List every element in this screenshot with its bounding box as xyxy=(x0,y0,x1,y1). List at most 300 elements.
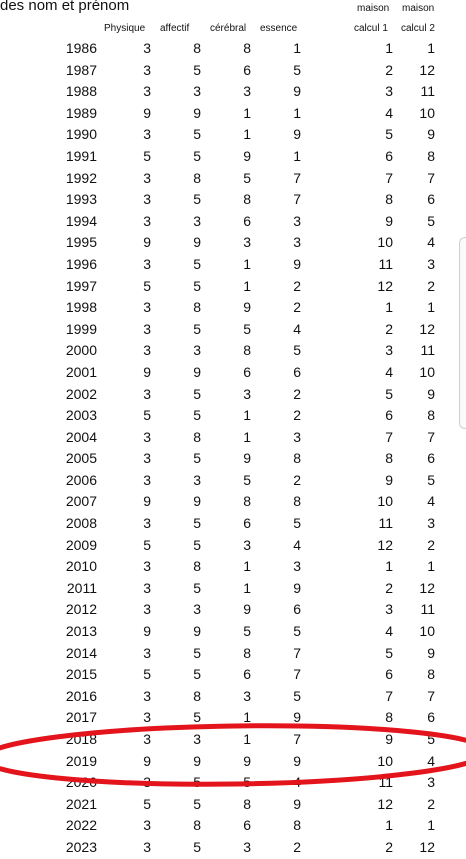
cell-maison-calcul-2: 6 xyxy=(427,450,435,467)
cell-maison-calcul-1: 11 xyxy=(378,515,393,532)
cell-essence: 7 xyxy=(293,644,301,661)
cell-year: 2019 xyxy=(65,752,97,769)
cell-year: 2016 xyxy=(65,687,97,704)
cell-maison-calcul-1: 10 xyxy=(377,752,393,769)
cell-affectif: 8 xyxy=(193,299,201,316)
cell-maison-calcul-1: 1 xyxy=(385,817,393,834)
cell-affectif: 3 xyxy=(193,471,201,488)
cell-year: 2003 xyxy=(65,407,97,424)
cell-essence: 3 xyxy=(293,234,301,251)
cell-cerebral: 9 xyxy=(243,147,251,164)
table-row xyxy=(0,405,466,427)
cell-maison-calcul-2: 2 xyxy=(427,536,435,553)
data-table xyxy=(0,38,466,859)
cell-cerebral: 8 xyxy=(243,644,251,661)
table-row xyxy=(0,556,466,578)
cell-physique: 3 xyxy=(143,299,151,316)
cell-year: 2001 xyxy=(65,363,97,380)
cell-physique: 3 xyxy=(143,169,151,186)
cell-maison-calcul-1: 7 xyxy=(385,687,393,704)
cell-cerebral: 1 xyxy=(243,428,251,445)
cell-essence: 7 xyxy=(293,666,301,683)
cell-year: 2005 xyxy=(65,450,97,467)
table-row xyxy=(0,276,466,298)
table-row xyxy=(0,837,466,859)
cell-year: 2015 xyxy=(65,666,97,683)
cell-essence: 5 xyxy=(293,687,301,704)
cell-affectif: 5 xyxy=(193,147,201,164)
cell-physique: 5 xyxy=(143,666,151,683)
cell-year: 1989 xyxy=(65,104,97,121)
table-row xyxy=(0,232,466,254)
cell-physique: 3 xyxy=(143,644,151,661)
cell-physique: 5 xyxy=(143,536,151,553)
cell-essence: 3 xyxy=(293,558,301,575)
cell-maison-calcul-1: 12 xyxy=(377,277,393,294)
cell-maison-calcul-2: 2 xyxy=(427,795,435,812)
cell-maison-calcul-2: 6 xyxy=(427,191,435,208)
cell-cerebral: 3 xyxy=(243,385,251,402)
cell-year: 2011 xyxy=(66,579,97,596)
cell-essence: 6 xyxy=(293,363,301,380)
cell-maison-calcul-2: 10 xyxy=(419,363,435,380)
cell-physique: 3 xyxy=(143,212,151,229)
cell-maison-calcul-2: 12 xyxy=(419,61,435,78)
cell-essence: 8 xyxy=(293,817,301,834)
cell-maison-calcul-2: 8 xyxy=(427,407,435,424)
table-row xyxy=(0,599,466,621)
cell-physique: 9 xyxy=(143,104,151,121)
header-essence: essence xyxy=(260,23,298,34)
cell-maison-calcul-1: 10 xyxy=(377,234,393,251)
cell-maison-calcul-2: 1 xyxy=(427,40,435,56)
header-physique: Physique xyxy=(104,23,146,34)
table-row xyxy=(0,146,466,168)
cell-year: 2004 xyxy=(65,428,97,445)
table-row xyxy=(0,189,466,211)
cell-maison-calcul-1: 6 xyxy=(385,666,393,683)
table-row xyxy=(0,168,466,190)
header-maison1-bottom: calcul 1 xyxy=(354,23,388,34)
cell-maison-calcul-1: 7 xyxy=(385,428,393,445)
cell-affectif: 5 xyxy=(193,795,201,812)
table-row xyxy=(0,815,466,837)
cell-affectif: 3 xyxy=(193,212,201,229)
cell-year: 1990 xyxy=(65,126,97,143)
cell-affectif: 8 xyxy=(193,687,201,704)
cell-year: 2018 xyxy=(65,731,97,747)
cell-essence: 2 xyxy=(293,299,301,316)
cell-affectif: 8 xyxy=(193,558,201,575)
cell-essence: 1 xyxy=(293,104,301,121)
cell-cerebral: 6 xyxy=(243,61,251,78)
cell-maison-calcul-1: 8 xyxy=(385,191,393,208)
cell-essence: 3 xyxy=(293,428,301,445)
cell-affectif: 9 xyxy=(193,104,201,121)
cell-affectif: 3 xyxy=(193,342,201,359)
table-row xyxy=(0,729,466,751)
cell-year: 1986 xyxy=(65,40,97,56)
cell-year: 1998 xyxy=(65,299,97,316)
cell-essence: 4 xyxy=(293,320,301,337)
cell-cerebral: 5 xyxy=(243,471,251,488)
table-row xyxy=(0,491,466,513)
table-row xyxy=(0,448,466,470)
cell-maison-calcul-1: 9 xyxy=(385,731,393,747)
cell-year: 1991 xyxy=(65,147,97,164)
cell-cerebral: 3 xyxy=(243,536,251,553)
cell-essence: 4 xyxy=(293,536,301,553)
table-row xyxy=(0,643,466,665)
cell-essence: 2 xyxy=(293,838,301,855)
cell-physique: 3 xyxy=(143,83,151,100)
cell-affectif: 5 xyxy=(193,191,201,208)
table-row xyxy=(0,621,466,643)
cell-maison-calcul-1: 5 xyxy=(385,126,393,143)
cell-affectif: 5 xyxy=(193,774,201,791)
table-row xyxy=(0,103,466,125)
table-row xyxy=(0,60,466,82)
table-row xyxy=(0,340,466,362)
cell-year: 2021 xyxy=(65,795,97,812)
cell-affectif: 3 xyxy=(193,83,201,100)
page-title: des nom et prénom xyxy=(0,0,130,14)
cell-maison-calcul-1: 2 xyxy=(385,838,393,855)
cell-affectif: 9 xyxy=(193,234,201,251)
cell-cerebral: 1 xyxy=(243,104,251,121)
cell-essence: 4 xyxy=(293,774,301,791)
cell-maison-calcul-1: 4 xyxy=(385,623,393,640)
cell-year: 1997 xyxy=(65,277,97,294)
cell-cerebral: 1 xyxy=(243,277,251,294)
cell-affectif: 5 xyxy=(193,126,201,143)
cell-affectif: 5 xyxy=(193,709,201,726)
cell-essence: 9 xyxy=(293,83,301,100)
table-row xyxy=(0,686,466,708)
cell-cerebral: 6 xyxy=(243,363,251,380)
cell-maison-calcul-1: 2 xyxy=(385,61,393,78)
table-row xyxy=(0,124,466,146)
cell-maison-calcul-2: 9 xyxy=(427,126,435,143)
cell-maison-calcul-2: 6 xyxy=(427,709,435,726)
cell-physique: 3 xyxy=(143,191,151,208)
cell-affectif: 5 xyxy=(193,515,201,532)
table-row xyxy=(0,427,466,449)
cell-maison-calcul-1: 6 xyxy=(385,407,393,424)
cell-physique: 3 xyxy=(143,428,151,445)
cell-affectif: 5 xyxy=(193,536,201,553)
cell-essence: 9 xyxy=(293,255,301,272)
cell-physique: 9 xyxy=(143,234,151,251)
cell-physique: 3 xyxy=(143,385,151,402)
cell-physique: 3 xyxy=(143,450,151,467)
cell-maison-calcul-1: 11 xyxy=(378,774,393,791)
cell-affectif: 5 xyxy=(193,666,201,683)
cell-affectif: 9 xyxy=(193,493,201,510)
cell-year: 2023 xyxy=(65,838,97,855)
cell-maison-calcul-1: 5 xyxy=(385,644,393,661)
cell-year: 1995 xyxy=(65,234,97,251)
header-affectif: affectif xyxy=(160,23,190,34)
cell-essence: 9 xyxy=(293,709,301,726)
scroll-handle[interactable] xyxy=(459,237,466,429)
cell-affectif: 8 xyxy=(193,428,201,445)
cell-cerebral: 6 xyxy=(243,515,251,532)
cell-maison-calcul-1: 9 xyxy=(385,212,393,229)
cell-year: 1992 xyxy=(65,169,97,186)
cell-physique: 9 xyxy=(143,493,151,510)
cell-maison-calcul-2: 11 xyxy=(420,83,435,100)
cell-cerebral: 3 xyxy=(243,687,251,704)
cell-physique: 3 xyxy=(143,471,151,488)
cell-essence: 7 xyxy=(293,169,301,186)
cell-cerebral: 1 xyxy=(243,709,251,726)
cell-physique: 3 xyxy=(143,515,151,532)
cell-maison-calcul-2: 3 xyxy=(427,774,435,791)
cell-maison-calcul-2: 4 xyxy=(427,752,435,769)
cell-physique: 5 xyxy=(143,147,151,164)
cell-cerebral: 8 xyxy=(243,493,251,510)
cell-maison-calcul-2: 12 xyxy=(419,838,435,855)
cell-year: 1999 xyxy=(65,320,97,337)
cell-maison-calcul-2: 1 xyxy=(427,817,435,834)
cell-maison-calcul-1: 3 xyxy=(385,342,393,359)
cell-year: 2013 xyxy=(65,623,97,640)
cell-physique: 5 xyxy=(143,795,151,812)
cell-essence: 1 xyxy=(293,40,301,56)
cell-physique: 3 xyxy=(143,40,151,56)
cell-physique: 3 xyxy=(143,126,151,143)
cell-affectif: 5 xyxy=(193,450,201,467)
table-row xyxy=(0,384,466,406)
cell-affectif: 5 xyxy=(193,407,201,424)
cell-affectif: 8 xyxy=(193,817,201,834)
cell-affectif: 8 xyxy=(193,40,201,56)
cell-cerebral: 5 xyxy=(243,774,251,791)
cell-year: 2020 xyxy=(65,774,97,791)
cell-maison-calcul-1: 12 xyxy=(377,795,393,812)
cell-essence: 5 xyxy=(293,623,301,640)
table-row xyxy=(0,664,466,686)
cell-maison-calcul-1: 8 xyxy=(385,450,393,467)
cell-maison-calcul-1: 3 xyxy=(385,83,393,100)
cell-essence: 8 xyxy=(293,493,301,510)
cell-maison-calcul-2: 11 xyxy=(420,342,435,359)
cell-maison-calcul-1: 4 xyxy=(385,104,393,121)
cell-physique: 3 xyxy=(143,558,151,575)
table-row xyxy=(0,81,466,103)
cell-physique: 3 xyxy=(143,709,151,726)
cell-affectif: 9 xyxy=(193,623,201,640)
table-row xyxy=(0,707,466,729)
cell-maison-calcul-2: 10 xyxy=(419,104,435,121)
cell-cerebral: 9 xyxy=(243,299,251,316)
cell-maison-calcul-1: 2 xyxy=(385,320,393,337)
cell-cerebral: 6 xyxy=(243,666,251,683)
cell-physique: 5 xyxy=(143,277,151,294)
cell-cerebral: 5 xyxy=(243,320,251,337)
cell-physique: 3 xyxy=(143,255,151,272)
table-row xyxy=(0,470,466,492)
cell-affectif: 8 xyxy=(193,169,201,186)
cell-essence: 6 xyxy=(293,601,301,618)
cell-cerebral: 1 xyxy=(243,579,251,596)
cell-essence: 3 xyxy=(293,212,301,229)
cell-maison-calcul-1: 5 xyxy=(385,385,393,402)
cell-affectif: 9 xyxy=(193,363,201,380)
cell-maison-calcul-1: 2 xyxy=(385,579,393,596)
cell-maison-calcul-2: 10 xyxy=(419,623,435,640)
cell-maison-calcul-2: 5 xyxy=(427,731,435,747)
cell-year: 2010 xyxy=(65,558,97,575)
cell-cerebral: 6 xyxy=(243,817,251,834)
table-row xyxy=(0,362,466,384)
cell-cerebral: 5 xyxy=(243,169,251,186)
cell-essence: 5 xyxy=(293,515,301,532)
table-row xyxy=(0,38,466,60)
cell-maison-calcul-1: 11 xyxy=(378,255,393,272)
cell-maison-calcul-1: 9 xyxy=(385,471,393,488)
cell-cerebral: 8 xyxy=(243,342,251,359)
table-row xyxy=(0,297,466,319)
cell-physique: 5 xyxy=(143,407,151,424)
cell-essence: 5 xyxy=(293,342,301,359)
cell-year: 2002 xyxy=(65,385,97,402)
cell-cerebral: 3 xyxy=(243,83,251,100)
cell-affectif: 5 xyxy=(193,61,201,78)
header-cerebral: cérébral xyxy=(210,23,247,34)
cell-cerebral: 3 xyxy=(243,838,251,855)
cell-maison-calcul-1: 10 xyxy=(377,493,393,510)
cell-essence: 9 xyxy=(293,795,301,812)
cell-maison-calcul-2: 5 xyxy=(427,471,435,488)
cell-essence: 2 xyxy=(293,385,301,402)
cell-essence: 8 xyxy=(293,450,301,467)
cell-maison-calcul-2: 4 xyxy=(427,234,435,251)
cell-maison-calcul-2: 2 xyxy=(427,277,435,294)
cell-affectif: 3 xyxy=(193,601,201,618)
cell-cerebral: 1 xyxy=(243,255,251,272)
cell-maison-calcul-2: 9 xyxy=(427,385,435,402)
cell-maison-calcul-2: 7 xyxy=(427,169,435,186)
cell-year: 2014 xyxy=(65,644,97,661)
cell-physique: 3 xyxy=(143,838,151,855)
cell-cerebral: 8 xyxy=(243,40,251,56)
cell-cerebral: 1 xyxy=(243,731,251,747)
cell-physique: 9 xyxy=(143,752,151,769)
cell-physique: 3 xyxy=(143,731,151,747)
cell-physique: 9 xyxy=(143,363,151,380)
cell-physique: 9 xyxy=(143,623,151,640)
cell-maison-calcul-2: 8 xyxy=(427,147,435,164)
table-row xyxy=(0,211,466,233)
table-row xyxy=(0,535,466,557)
cell-physique: 3 xyxy=(143,61,151,78)
cell-essence: 2 xyxy=(293,407,301,424)
cell-affectif: 5 xyxy=(193,385,201,402)
cell-affectif: 9 xyxy=(193,752,201,769)
cell-maison-calcul-1: 1 xyxy=(385,299,393,316)
cell-maison-calcul-2: 5 xyxy=(427,212,435,229)
cell-essence: 1 xyxy=(293,147,301,164)
header-maison1-top: maison xyxy=(357,3,390,14)
cell-year: 1988 xyxy=(65,83,97,100)
cell-maison-calcul-1: 3 xyxy=(385,601,393,618)
cell-maison-calcul-2: 12 xyxy=(419,579,435,596)
cell-cerebral: 9 xyxy=(243,450,251,467)
cell-maison-calcul-2: 11 xyxy=(420,601,435,618)
cell-cerebral: 6 xyxy=(243,212,251,229)
cell-maison-calcul-1: 6 xyxy=(385,147,393,164)
cell-cerebral: 9 xyxy=(243,601,251,618)
cell-cerebral: 3 xyxy=(243,234,251,251)
cell-physique: 3 xyxy=(143,320,151,337)
table-row xyxy=(0,513,466,535)
cell-year: 2022 xyxy=(65,817,97,834)
cell-year: 2017 xyxy=(65,709,97,726)
cell-maison-calcul-2: 7 xyxy=(427,687,435,704)
cell-year: 2007 xyxy=(65,493,97,510)
cell-essence: 7 xyxy=(293,731,301,747)
cell-year: 2008 xyxy=(65,515,97,532)
cell-maison-calcul-2: 7 xyxy=(427,428,435,445)
cell-physique: 3 xyxy=(143,687,151,704)
cell-maison-calcul-2: 8 xyxy=(427,666,435,683)
cell-cerebral: 1 xyxy=(243,558,251,575)
cell-cerebral: 1 xyxy=(243,407,251,424)
cell-maison-calcul-2: 9 xyxy=(427,644,435,661)
cell-maison-calcul-2: 1 xyxy=(427,558,435,575)
cell-essence: 5 xyxy=(293,61,301,78)
cell-affectif: 5 xyxy=(193,320,201,337)
cell-maison-calcul-1: 1 xyxy=(385,558,393,575)
cell-physique: 3 xyxy=(143,579,151,596)
cell-cerebral: 9 xyxy=(243,752,251,769)
table-row xyxy=(0,751,466,773)
cell-maison-calcul-1: 7 xyxy=(385,169,393,186)
cell-cerebral: 8 xyxy=(243,795,251,812)
cell-essence: 9 xyxy=(293,579,301,596)
cell-maison-calcul-1: 1 xyxy=(385,40,393,56)
cell-cerebral: 5 xyxy=(243,623,251,640)
cell-year: 1993 xyxy=(65,191,97,208)
cell-year: 2006 xyxy=(65,471,97,488)
cell-affectif: 5 xyxy=(193,255,201,272)
cell-maison-calcul-2: 12 xyxy=(419,320,435,337)
cell-affectif: 5 xyxy=(193,277,201,294)
cell-year: 1994 xyxy=(65,212,97,229)
cell-physique: 3 xyxy=(143,342,151,359)
cell-physique: 3 xyxy=(143,601,151,618)
cell-affectif: 5 xyxy=(193,644,201,661)
header-maison2-top: maison xyxy=(402,3,435,14)
table-row xyxy=(0,772,466,794)
cell-year: 2012 xyxy=(65,601,97,618)
table-row xyxy=(0,254,466,276)
cell-year: 1987 xyxy=(65,61,97,78)
cell-affectif: 5 xyxy=(193,838,201,855)
cell-essence: 2 xyxy=(293,471,301,488)
cell-essence: 9 xyxy=(293,126,301,143)
cell-cerebral: 1 xyxy=(243,126,251,143)
cell-physique: 3 xyxy=(143,817,151,834)
cell-year: 1996 xyxy=(65,255,97,272)
cell-maison-calcul-2: 1 xyxy=(427,299,435,316)
cell-cerebral: 8 xyxy=(243,191,251,208)
cell-maison-calcul-2: 4 xyxy=(427,493,435,510)
table-row xyxy=(0,578,466,600)
cell-essence: 2 xyxy=(293,277,301,294)
